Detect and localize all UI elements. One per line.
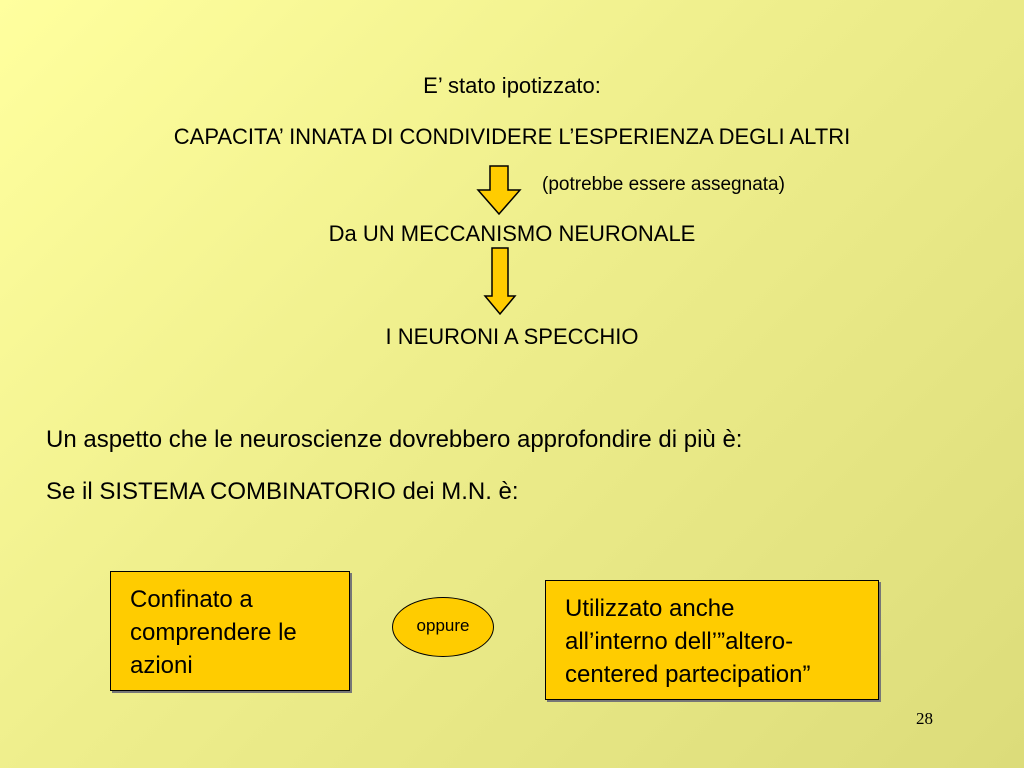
confined-line-2: comprendere le (130, 619, 297, 646)
down-arrow-icon (483, 246, 517, 316)
page-number: 28 (916, 709, 933, 728)
used-line-3: centered partecipation” (565, 661, 811, 688)
question-line-1: Un aspetto che le neuroscienze dovrebbero approfondire di più è: (46, 426, 743, 453)
question-line-2: Se il SISTEMA COMBINATORIO dei M.N. è: (46, 478, 519, 505)
used-box-text (565, 592, 810, 691)
confined-box (110, 571, 350, 691)
capacity-heading: CAPACITA’ INNATA DI CONDIVIDERE L’ESPERIENZA DEGLI ALTRI (173, 124, 851, 149)
mechanism-text: Da UN MECCANISMO NEURONALE (328, 221, 696, 246)
oppure-label: oppure (416, 616, 470, 635)
confined-line-3: azioni (130, 652, 193, 679)
confined-box-text (130, 583, 297, 682)
oppure-oval (392, 597, 494, 657)
used-line-2: all’interno dell’”altero- (565, 628, 794, 655)
confined-line-1: Confinato a (130, 586, 253, 613)
used-box (545, 580, 879, 700)
down-arrow-icon (476, 164, 522, 216)
intro-text: E’ stato ipotizzato: (423, 73, 601, 98)
mirror-neurons-text: I NEURONI A SPECCHIO (385, 324, 639, 349)
used-line-1: Utilizzato anche (565, 595, 735, 622)
assignment-note: (potrebbe essere assegnata) (542, 174, 785, 195)
